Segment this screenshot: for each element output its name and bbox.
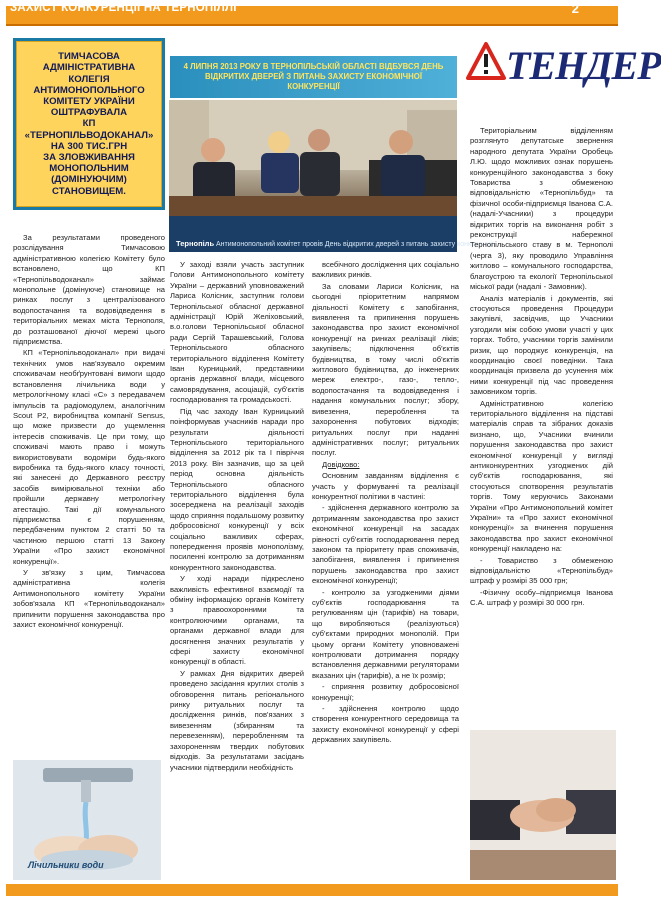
page-footer-bar xyxy=(6,884,618,896)
right-paragraph: -Фізичну особу–підприємця Іванова С.А. штраф у розмірі 30 000 грн. xyxy=(470,587,613,608)
mid-article-column-2 xyxy=(312,260,459,888)
mid-paragraph: У заході взяли участь заступник Голови Антимонопольного комітету України – державний уповноважений Лариса Колісник, заступник голови Тернопільської обласної державної адміністрації Юрій Желіховський, в.о.голови Тернопільської обласної ради Сергій Тарашевський, Голова Тернопільського обласного територіального відділення Комітету Іван Курницький, представники органів державної влади, місцевого самоврядування, асоціацій, суб'єктів господарювання та громадськості. xyxy=(170,260,304,405)
photo-caption: Антимонопольний комітет провів День відкритих дверей з питань захисту конкуренції xyxy=(216,241,494,248)
right-paragraph: Територіальним відділенням розглянуто депутатське звернення народного депутата України Оробець Л.Ю. щодо можливих ознак порушень конкуренційного законодавства з боку Товариства з обмеженою відповідальністю «Тернопільбуд» та фізичної особи-підприємця Іванова С.А. (надалі-Учасники) з процедури відкритих торгів на виконання робіт з реконструкції набережної Тернопільського ставу в м. Тернополі (черга 3), яку проводило Управління житлово – комунального господарства, благоустрою та екології Тернопільської міської ради (надалі - Замовник). xyxy=(470,126,613,292)
handshake-photo xyxy=(470,730,616,880)
mid-paragraph: У рамках Дня відкритих дверей проведено засідання круглих столів з обговорення питань регіонального ринку ритуальних послуг та дослідження ринків, пов'язаних з вивезенням (збиранням та перевезенням), переробленням та захороненням твердих побутових відходів. За результатами засідань учасники підтвердили необхідність xyxy=(170,668,304,772)
highlight-box-text: ТИМЧАСОВА АДМІНІСТРАТИВНА КОЛЕГІЯ АНТИМОНОПОЛЬНОГО КОМІТЕТУ УКРАЇНИ ОШТРАФУВАЛА КП «ТЕРНОПІЛЬВОДОКАНАЛ» НА 300 ТИС.ГРН ЗА ЗЛОВЖИВАННЯ МОНОПОЛЬНИМ (ДОМІНУЮЧИМ) СТАНОВИЩЕМ. xyxy=(24,51,154,197)
highlight-box-inner xyxy=(16,41,162,207)
tender-title: ТЕНДЕР xyxy=(506,43,661,88)
left-paragraph: КП «Тернопільводоканал» при видачі технічних умов нав'язувало окремим споживачам необґрунтовані вимоги щодо встановлення лічильника води у метрологічному класі «С» з передавачем імпульсів та радіомодулем, аналогічним Scout P2, виробництва компанії Sensus, що може призвести до ущемлення інтересів споживачів. Це при тому, що споживачі мають право і можуть використовувати водоміри будь-якого виробника та будь-якого класу точності, які занесені до Державного реєстру засобів вимірювальної техніки або пройшли державну метрологічну атестацію. Такі дії комунального підприємства є порушенням, передбаченим пунктом 2 статті 50 та частиною першою статті 13 Закону України «Про захист економічної конкуренції». xyxy=(13,348,165,566)
mid-paragraph: всебічного дослідження цих соціально важливих ринків. xyxy=(312,260,459,280)
reference-heading: Довідково: xyxy=(322,459,360,469)
event-banner xyxy=(170,56,457,98)
right-paragraph: - Товариство з обмеженою відповідальністю «Тернопільбуд» штраф у розмірі 35 000 грн; xyxy=(470,555,613,586)
page-number: 2 xyxy=(571,1,579,16)
tv-logo: Тернопіль xyxy=(176,239,215,248)
right-paragraph: Аналіз матеріалів і документів, які стосуються проведення Процедури закупівлі, засвідчив, що Учасники узгодили між собою умови участі у цих торгах. Тобто, учасники торгів замінили ризик, що породжує конкуренція, на координацію своєї поведінки. Така координація призвела до усунення між ними конкуренції під час проведення замовником торгів. xyxy=(470,293,613,397)
mid-paragraph: - здійснення державного контролю за дотриманням законодавства про захист економічної конкуренції на засадах рівності суб'єктів господарювання перед законом та пріоритету прав споживачів, запобігання, виявлення і припинення порушень законодавства про захист економічної конкуренції; xyxy=(312,503,459,586)
left-paragraph: За результатами проведеного розслідування Тимчасовою адміністративною колегією Комітету було встановлено, що КП «Тернопільводоканал» займає монопольне (домінуюче) становище на ринках послуг з централізованого водопостачання та водовідведення в територіальних межах міста Тернополя, до розташованої діючої мережі цього підприємства. xyxy=(13,233,165,347)
left-paragraph: У зв'язку з цим, Тимчасова адміністративна колегія Антимонопольного комітету України зобов'язала КП «Тернопільводоканал» припинити порушення законодавства про захист економічної конкуренції. xyxy=(13,568,165,630)
mid-article-column-1 xyxy=(170,260,304,888)
mid-paragraph: - сприяння розвитку добросовісної конкуренції; xyxy=(312,682,459,702)
left-article xyxy=(13,233,165,753)
highlight-box xyxy=(13,38,165,210)
mid-paragraph: За словами Лариси Колісник, на сьогодні пріоритетним напрямом діяльності Комітету є запобігання, виявлення та припинення порушень законодавства про захист економічної конкуренції на ринках реалізації ліків; закупівель; підключення об'єктів будівництва, в тому числі об'єктів житлового будівництва, до інженерних мереж електро-, газо-, тепло-, водопостачання та водовідведення і надання комунальних послуг; збору, вивезення, перероблення та захоронення побутових відходів; ритуальних послуг при наданні адміністративних послуг; ритуальних послуг. xyxy=(312,281,459,458)
mid-paragraph: - контролю за узгодженими діями суб'єктів господарювання та регулюванням цін (тарифів) на товари, що виробляються (реалізуються) суб'єктами природних монополій. При цьому органи Комітету уповноважені контролювати дотримання порядку встановлення державними регуляторами вказаних цін (тарифів), а не їх розмір; xyxy=(312,587,459,680)
meeting-illustration xyxy=(169,100,457,252)
meeting-photo xyxy=(169,100,457,252)
event-banner-text: 4 ЛИПНЯ 2013 РОКУ В ТЕРНОПІЛЬСЬКІЙ ОБЛАСТІ ВІДБУВСЯ ДЕНЬ ВІДКРИТИХ ДВЕРЕЙ З ПИТАНЬ ЗАХИСТУ ЕКОНОМІЧНОЇ КОНКУРЕНЦІЇ xyxy=(183,61,444,92)
mid-paragraph: - здійснення контролю щодо створення конкурентного середовища та захисту економічної конкуренції у сфері державних закупівель. xyxy=(312,704,459,745)
handshake-illustration xyxy=(470,730,616,880)
water-meter-caption: Лічильники води xyxy=(28,860,104,870)
right-article xyxy=(470,126,613,726)
header-title: ЗАХИСТ КОНКУРЕНЦІЇ НА ТЕРНОПІЛЛІ xyxy=(10,2,237,14)
mid-paragraph: Основним завданням відділення є участь у формуванні та реалізації конкурентної політики в частині: xyxy=(312,471,459,501)
right-paragraph: Адміністративною колегією територіального відділення на підставі матеріалів справ та зібраних доказів визнано, що, Учасники вчинили порушення законодавства про захист економічної конкуренції у вигляді антиконкурентних узгоджених дій суб'єктів господарювання, які стосуються спотворення результатів торгів. Тому керуючись Законами України «Про Антимонопольний комітет України» та «Про захист економічної конкуренції» за вчинення порушення законодавства про захист економічної конкуренції накладено на: xyxy=(470,398,613,554)
mid-paragraph: Під час заходу Іван Курницький поінформував учасників наради про результати діяльності Тернопільського територіального відділення за 2012 рік та І півріччя 2013 року. Він зазначив, що за цей період основна діяльність Тернопільського обласного територіального відділення була зосереджена на реалізації заходів щодо сприяння подальшому розвитку добросовісної конкуренції у всіх соціально важливих сферах, попередження проявів монополізму, посиленні контролю за дотриманням конкурентного законодавства. xyxy=(170,406,304,572)
mid-paragraph: У ході наради підкреслено важливість ефективної взаємодії та обміну інформацією органів Комітету з правоохоронними та контролюючими органами, та органами державної влади для досягнення значних результатів у сфері захисту економічної конкуренції в області. xyxy=(170,574,304,667)
